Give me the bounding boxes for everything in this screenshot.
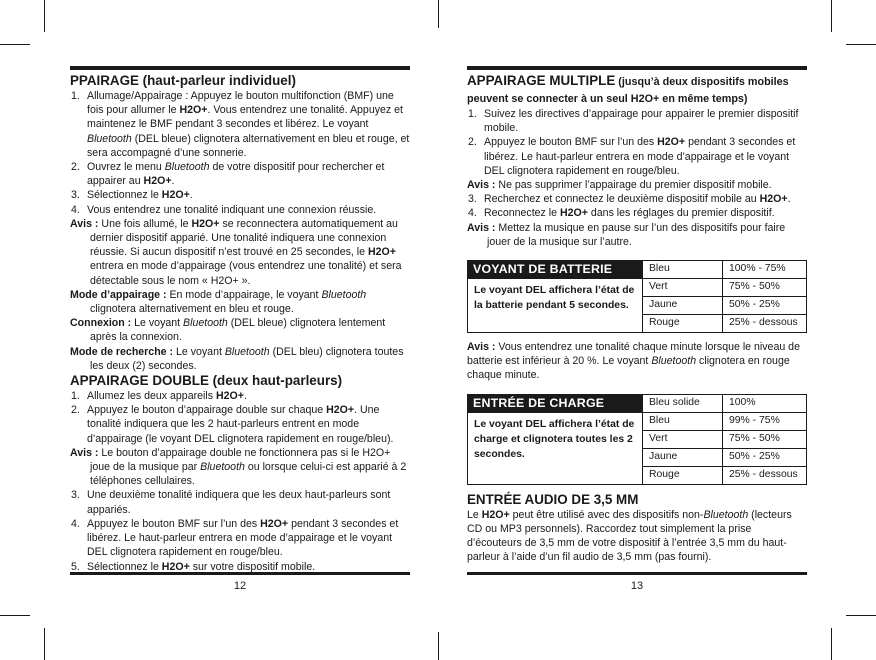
bottom-rule [70,572,410,575]
multiple-steps-2 [467,192,807,220]
list-item: 2. Appuyez le bouton d’appairage double sur chaque H2O+. Une tonalité indiquera que les 2 haut-parleurs entrent en mode d’appairage (le voyant DEL clignotera rapidement en rouge/bleu). [71,404,394,445]
audio-body: Le H2O+ peut être utilisé avec des dispositifs non-Bluetooth (lecteurs CD ou MP3 personnels). Raccordez tout simplement la prise d’écouteurs de 3,5 mm de votre dispositif à l’entrée 3,5 mm du haut-parleur à l’aide d’un fil audio de 3,5 mm (pas fourni). [467,508,792,564]
level-range: 25% - dessous [723,315,807,333]
list-item: 3. Sélectionnez le H2O+. [71,189,193,202]
double-steps-2 [70,488,410,573]
page-number: 13 [630,580,644,592]
list-item: 4. Appuyez le bouton BMF sur l’un des H2O+ pendant 3 secondes et libérez. Le haut-parleur entrera en mode d’appairage et le voyant DEL clignotera rapidement en rouge/bleu. [71,517,399,559]
audio-section [467,492,807,565]
multiple-pairing-section [467,73,807,249]
note: Mode de recherche : Le voyant Bluetooth (DEL bleu) clignotera toutes les deux (2) secondes. [70,345,404,372]
crop-mark [846,44,876,45]
double-pairing-title: APPAIRAGE DOUBLE (deux haut-parleurs) [70,373,343,389]
level-range: 50% - 25% [723,297,807,315]
left-page [70,66,410,601]
list-item: 2. Appuyez le bouton BMF sur l’un des H2O+ pendant 3 secondes et libérez. Le haut-parleur entrera en mode d’appairage et le voyant DEL clignotera rapidement en rouge/bleu. [468,136,796,177]
list-item: 4. Vous entendrez une tonalité indiquant une connexion réussie. [71,203,377,216]
multiple-pairing-title: APPAIRAGE MULTIPLE (jusqu’à deux dispositifs mobiles peuvent se connecter à un seul H2O+ en même temps) [467,73,789,105]
list-item: 2. Ouvrez le menu Bluetooth de votre dispositif pour rechercher et appairer au H2O+. [71,161,385,188]
list-item: 3. Recherchez et connectez le deuxième dispositif mobile au H2O+. [468,193,791,206]
level-range: 100% - 75% [723,261,807,279]
crop-mark [44,628,45,660]
led-color: Bleu [643,261,723,279]
multiple-note-2: Avis : Mettez la musique en pause sur l’un des dispositifs pour faire jouer de la musique sur l’autre. [467,221,786,248]
list-item: 1. Allumage/Appairage : Appuyez le bouton multifonction (BMF) une fois pour allumer le H2O+. Vous entendrez une tonalité. Appuyez et maintenez le BMF pendant 3 secondes et libérez. Le voyant Bluetooth (DEL bleue) clignotera alternativement en bleu et rouge, et sera accompagné d’une sonnerie. [71,90,410,159]
led-color: Bleu solide [643,394,723,412]
led-color: Jaune [643,297,723,315]
pairing-section [70,73,410,373]
double-steps-1 [70,389,410,446]
led-color: Rouge [643,315,723,333]
led-color: Jaune [643,448,723,466]
level-range: 99% - 75% [723,412,807,430]
table-description: Le voyant DEL affichera l’état de charge et clignotera toutes les 2 secondes. [468,412,643,484]
list-item: 3. Une deuxième tonalité indiquera que les deux haut-parleurs sont appariés. [71,489,391,516]
level-range: 100% [723,394,807,412]
double-pairing-section [70,373,410,574]
led-color: Rouge [643,466,723,484]
table-header: VOYANT DE BATTERIE [468,261,643,279]
battery-table [467,260,807,333]
table-description: Le voyant DEL affichera l’état de la batterie pendant 5 secondes. [468,279,643,333]
led-color: Vert [643,430,723,448]
bottom-rule [467,572,807,575]
crop-mark [438,632,439,660]
page-number: 12 [233,580,247,592]
crop-mark [846,615,876,616]
list-item: 4. Reconnectez le H2O+ dans les réglages du premier dispositif. [468,207,775,220]
crop-mark [831,628,832,660]
level-range: 75% - 50% [723,279,807,297]
table-row [468,261,807,279]
charge-table [467,394,807,485]
level-range: 75% - 50% [723,430,807,448]
table-row [468,394,807,412]
audio-title: ENTRÉE AUDIO DE 3,5 MM [467,491,639,507]
multiple-steps-1 [467,107,807,178]
crop-mark [0,44,30,45]
list-item: 5. Sélectionnez le H2O+ sur votre dispositif mobile. [71,560,316,573]
battery-note: Avis : Vous entendrez une tonalité chaque minute lorsque le niveau de batterie est inférieur à 20 %. Le voyant Bluetooth clignotera en rouge chaque minute. [467,341,800,382]
level-range: 50% - 25% [723,448,807,466]
table-row [468,412,807,430]
multiple-note-1: Avis : Ne pas supprimer l’appairage du premier dispositif mobile. [467,179,772,192]
table-header: ENTRÉE DE CHARGE [468,394,643,412]
crop-mark [0,615,30,616]
crop-mark [44,0,45,32]
double-note: Avis : Le bouton d’appairage double ne fonctionnera pas si le H2O+ joue de la musique par Bluetooth ou lorsque celui-ci est apparié à 2 téléphones cellulaires. [70,446,407,488]
top-rule [70,66,410,70]
pairing-notes [70,217,410,373]
right-page [467,66,807,601]
level-range: 25% - dessous [723,466,807,484]
crop-mark [831,0,832,32]
led-color: Vert [643,279,723,297]
list-item: 1. Suivez les directives d’appairage pour appairer le premier dispositif mobile. [468,108,799,135]
list-item: 1. Allumez les deux appareils H2O+. [71,390,247,403]
pairing-steps [70,89,410,217]
table-row [468,279,807,297]
note: Avis : Une fois allumé, le H2O+ se reconnectera automatiquement au dernier dispositif apparié. Une tonalité indiquera une connexion réussie. Si aucun dispositif n’est trouvé en 25 secondes, le H2O+ entrera en mode d’appairage (vous entendrez une tonalité) et sera détectable sous le nom « H2O+ ». [70,217,402,287]
led-color: Bleu [643,412,723,430]
pairing-title: PPAIRAGE (haut-parleur individuel) [70,73,296,88]
note: Mode d’appairage : En mode d’appairage, le voyant Bluetooth clignotera alternativement en bleu et rouge. [70,288,367,316]
top-rule [467,66,807,70]
note: Connexion : Le voyant Bluetooth (DEL bleue) clignotera lentement après la connexion. [70,317,386,344]
crop-mark [438,0,439,28]
